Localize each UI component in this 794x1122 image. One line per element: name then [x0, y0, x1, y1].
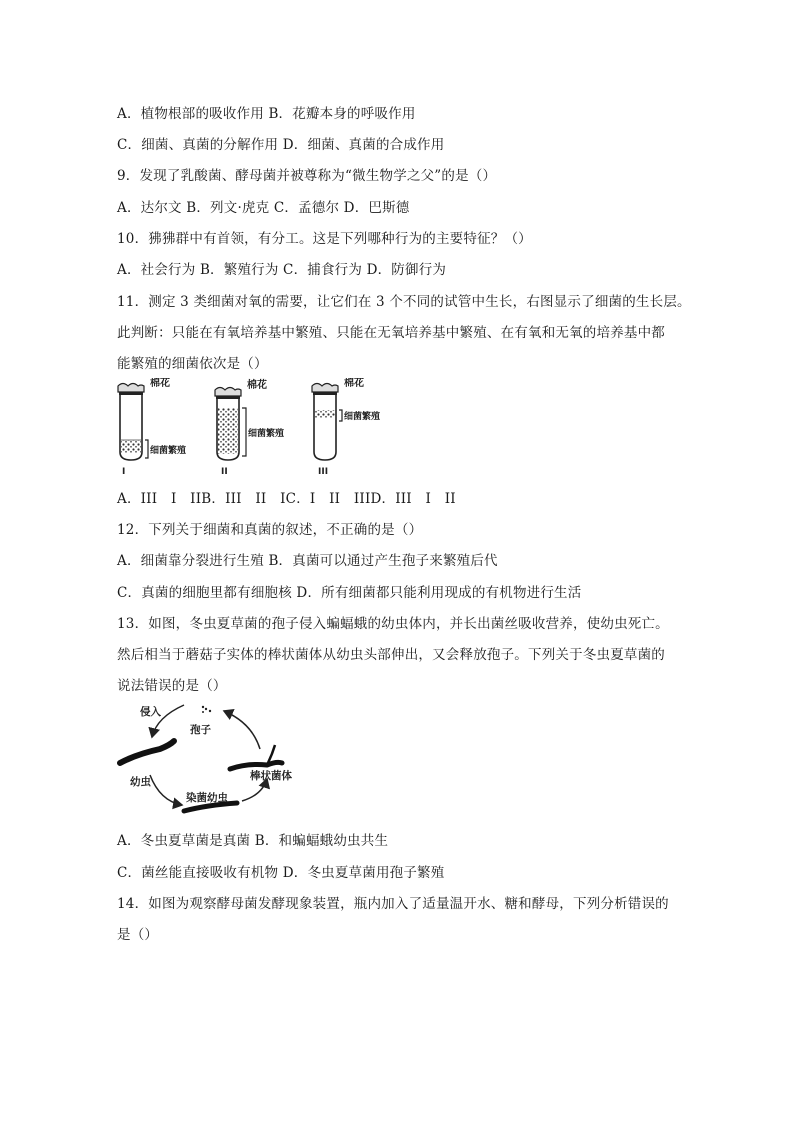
q14-stem-line1: 14．如图为观察酵母菌发酵现象装置，瓶内加入了适量温开水、糖和酵母，下列分析错误的	[117, 896, 669, 912]
cotton-label: 棉花	[150, 378, 170, 389]
infected-larva-shape	[184, 803, 237, 811]
growth-label: 细菌繁殖	[248, 429, 285, 439]
q8-options-ab: A．植物根部的吸收作用 B．花瓣本身的呼吸作用	[117, 106, 416, 122]
q14-stem-line2: 是（）	[117, 927, 159, 943]
invade-label: 侵入	[140, 706, 161, 718]
q12-options-cd: C．真菌的细胞里都有细胞核 D．所有细菌都只能利用现成的有机物进行生活	[117, 585, 582, 601]
spore-label: 孢子	[190, 724, 211, 736]
q10-options: A．社会行为 B．繁殖行为 C．捕食行为 D．防御行为	[117, 262, 447, 278]
stalk-label: 棒状菌体	[250, 770, 292, 782]
q11-stem-line1: 11．测定 3 类细菌对氧的需要，让它们在 3 个不同的试管中生长，右图显示了细菌的生长层。	[117, 294, 691, 310]
q12-options-ab: A．细菌靠分裂进行生殖 B．真菌可以通过产生孢子来繁殖后代	[117, 553, 498, 569]
q11-stem-line3: 能繁殖的细菌依次是（）	[117, 356, 268, 372]
test-tube-figure	[112, 378, 412, 478]
infected-larva-label: 染菌幼虫	[186, 792, 228, 804]
cordyceps-cycle-figure	[112, 699, 327, 819]
test-tube-3	[312, 378, 380, 477]
test-tube-2	[215, 378, 284, 477]
arrow-stalk-to-spore	[224, 711, 260, 749]
q11-stem-line2: 此判断：只能在有氧培养基中繁殖、只能在无氧培养基中繁殖、在有氧和无氧的培养基中都	[117, 325, 665, 341]
q13-stem-line1: 13．如图，冬虫夏草菌的孢子侵入蝙蝠蛾的幼虫体内，并长出菌丝吸收营养，使幼虫死亡。	[117, 616, 669, 632]
q13-options-ab: A．冬虫夏草菌是真菌 B．和蝙蝠蛾幼虫共生	[117, 833, 389, 849]
tube-label-2: II	[221, 467, 228, 477]
cotton-label: 棉花	[247, 380, 267, 391]
q12-stem: 12．下列关于细菌和真菌的叙述，不正确的是（）	[117, 522, 423, 538]
larva-shape	[120, 741, 174, 763]
tube-label-1: I	[122, 467, 126, 477]
growth-label: 细菌繁殖	[150, 446, 187, 456]
arrow-infected-to-stalk	[242, 779, 267, 801]
cotton-label: 棉花	[344, 378, 364, 389]
q13-options-cd: C．菌丝能直接吸收有机物 D．冬虫夏草菌用孢子繁殖	[117, 865, 445, 881]
q13-stem-line2: 然后相当于蘑菇子实体的棒状菌体从幼虫头部伸出，又会释放孢子。下列关于冬虫夏草菌的	[117, 647, 665, 663]
larva-label: 幼虫	[130, 776, 151, 788]
arrow-larva-to-infected	[150, 775, 182, 805]
q10-stem: 10．狒狒群中有首领，有分工。这是下列哪种行为的主要特征？（）	[117, 231, 532, 247]
q13-stem-line3: 说法错误的是（）	[117, 678, 227, 694]
q11-options: A．III I IIB．III II IC．I II IIID．III I II	[117, 491, 456, 507]
q9-stem: 9．发现了乳酸菌、酵母菌并被尊称为“微生物学之父”的是（）	[117, 168, 497, 184]
q9-options: A．达尔文 B．列文·虎克 C．孟德尔 D．巴斯德	[117, 200, 410, 216]
stalk-larva-shape	[230, 762, 282, 769]
tube-label-3: III	[318, 467, 329, 477]
growth-label: 细菌繁殖	[344, 412, 381, 422]
test-tube-1	[118, 378, 186, 477]
q8-options-cd: C．细菌、真菌的分解作用 D．细菌、真菌的合成作用	[117, 137, 445, 153]
